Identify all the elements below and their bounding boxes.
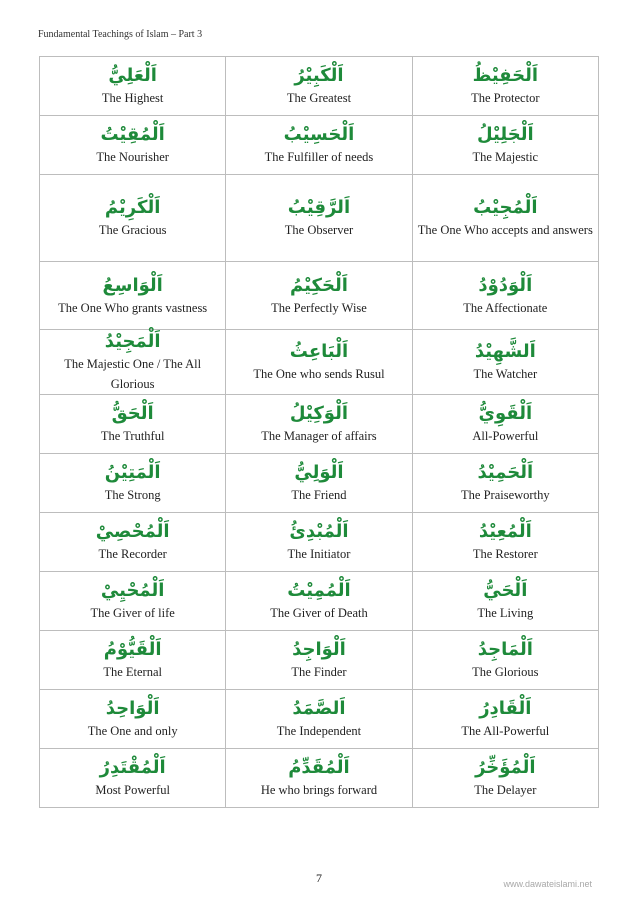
page-number: 7: [316, 871, 322, 885]
arabic-name: اَلْعَلِيُّ: [108, 65, 157, 86]
english-meaning: All-Powerful: [472, 429, 539, 443]
arabic-name: اَلْمَاجِدُ: [477, 639, 533, 660]
arabic-name: اَلْجَلِيْلُ: [476, 124, 534, 145]
english-meaning: The Truthful: [100, 429, 165, 443]
name-cell: [412, 57, 598, 116]
arabic-name: اَلشَّهِيْدُ: [474, 341, 536, 362]
table-row: [40, 513, 599, 572]
arabic-name: اَلْمُحْصِيْ: [95, 521, 170, 542]
english-meaning: The One Who grants vastness: [58, 300, 208, 315]
table-row: [40, 262, 599, 330]
english-meaning: The Restorer: [472, 547, 538, 561]
name-cell: [412, 690, 598, 749]
name-cell: [40, 175, 226, 262]
name-cell: [226, 749, 412, 808]
table-row: [40, 690, 599, 749]
english-meaning: The Observer: [284, 223, 354, 237]
name-cell: [226, 513, 412, 572]
name-cell: [40, 57, 226, 116]
english-meaning: The Watcher: [473, 367, 538, 381]
name-cell: [226, 631, 412, 690]
arabic-name: اَلْمُقَدِّمُ: [288, 757, 350, 778]
name-cell: [40, 572, 226, 631]
arabic-name: اَلْوَكِيْلُ: [289, 403, 349, 424]
name-cell: [40, 749, 226, 808]
arabic-name: اَلْقَوِيُّ: [478, 403, 533, 424]
arabic-name: اَلْمُقِيْتُ: [100, 124, 165, 145]
name-cell: [412, 330, 598, 395]
english-meaning: The Fulfiller of needs: [264, 150, 374, 164]
arabic-name: اَلْمَجِيْدُ: [104, 331, 161, 352]
english-meaning: The Giver of life: [90, 606, 175, 620]
english-meaning: The Praiseworthy: [461, 488, 550, 502]
english-meaning: The Recorder: [98, 547, 167, 561]
arabic-name: اَلْمُعِيْدُ: [478, 521, 532, 542]
name-cell: [226, 395, 412, 454]
english-meaning: The Independent: [276, 724, 362, 738]
arabic-name: اَلْوَاجِدُ: [292, 639, 346, 660]
arabic-name: اَلْمُؤَخِّرُ: [475, 757, 536, 778]
english-meaning: The Eternal: [103, 665, 162, 679]
arabic-name: اَلرَّقِيْبُ: [287, 197, 351, 218]
table-row: [40, 395, 599, 454]
name-cell: [40, 513, 226, 572]
name-cell: [40, 116, 226, 175]
arabic-name: اَلْمَتِيْنُ: [104, 462, 161, 483]
names-table: [39, 56, 599, 808]
arabic-name: اَلْكَبِيْرُ: [294, 65, 344, 86]
page-header: Fundamental Teachings of Islam – Part 3: [38, 29, 203, 40]
arabic-name: اَلْمُجِيْبُ: [473, 197, 538, 218]
arabic-name: اَلصَّمَدُ: [292, 698, 346, 719]
english-meaning: The Affectionate: [463, 300, 548, 315]
name-cell: [412, 631, 598, 690]
arabic-name: اَلْحَيُّ: [483, 580, 528, 601]
name-cell: [226, 454, 412, 513]
table-row: [40, 57, 599, 116]
table-row: [40, 572, 599, 631]
english-meaning: The Delayer: [474, 783, 537, 797]
english-meaning: The One Who accepts and answers: [417, 223, 593, 237]
arabic-name: اَلْوَدُوْدُ: [478, 274, 533, 296]
arabic-name: اَلْبَاعِثُ: [289, 341, 349, 362]
name-cell: [226, 572, 412, 631]
english-meaning: Most Powerful: [95, 783, 170, 797]
table-row: [40, 749, 599, 808]
arabic-name: اَلْمُمِيْتُ: [287, 580, 351, 601]
english-meaning: The Greatest: [286, 91, 352, 105]
english-meaning: The Majestic One / The All Glorious: [64, 357, 202, 391]
name-cell: [40, 454, 226, 513]
name-cell: [226, 262, 412, 330]
name-cell: [40, 330, 226, 395]
name-cell: [226, 57, 412, 116]
table-row: [40, 454, 599, 513]
english-meaning: The One and only: [87, 724, 178, 738]
english-meaning: The Giver of Death: [270, 606, 368, 620]
name-cell: [226, 690, 412, 749]
name-cell: [40, 631, 226, 690]
name-cell: [412, 749, 598, 808]
arabic-name: اَلْوَاسِعُ: [102, 274, 163, 296]
english-meaning: The Friend: [291, 488, 347, 502]
english-meaning: The Majestic: [472, 150, 539, 164]
name-cell: [412, 513, 598, 572]
arabic-name: اَلْحَفِيْظُ: [472, 65, 539, 86]
english-meaning: The Highest: [101, 91, 164, 105]
english-meaning: The Gracious: [98, 223, 167, 237]
arabic-name: اَلْوَاحِدُ: [105, 698, 160, 719]
english-meaning: The Initiator: [287, 547, 351, 561]
arabic-name: اَلْوَلِيُّ: [294, 462, 344, 483]
name-cell: [412, 116, 598, 175]
table-row: [40, 116, 599, 175]
english-meaning: The Perfectly Wise: [271, 300, 367, 315]
name-cell: [226, 116, 412, 175]
website-url: www.dawateislami.net: [503, 879, 592, 889]
table-row: [40, 330, 599, 395]
arabic-name: اَلْقَيُّوْمُ: [103, 639, 162, 660]
table-row: [40, 175, 599, 262]
arabic-name: اَلْمُقْتَدِرُ: [99, 757, 166, 778]
name-cell: [412, 454, 598, 513]
english-meaning: The Glorious: [472, 665, 539, 679]
english-meaning: He who brings forward: [260, 783, 378, 797]
arabic-name: اَلْمُحْيِيْ: [100, 580, 165, 601]
name-cell: [40, 690, 226, 749]
arabic-name: اَلْحَمِيْدُ: [477, 462, 534, 483]
arabic-name: اَلْحَسِيْبُ: [283, 124, 355, 145]
english-meaning: The Protector: [471, 91, 540, 105]
arabic-name: اَلْكَرِيْمُ: [104, 197, 161, 218]
english-meaning: The Living: [477, 606, 534, 620]
english-meaning: The Manager of affairs: [261, 429, 377, 443]
english-meaning: The Nourisher: [96, 150, 169, 164]
table-row: [40, 631, 599, 690]
arabic-name: اَلْمُبْدِئُ: [289, 521, 349, 542]
name-cell: [412, 262, 598, 330]
name-cell: [412, 395, 598, 454]
name-cell: [40, 262, 226, 330]
english-meaning: The Finder: [291, 665, 347, 679]
english-meaning: The Strong: [104, 488, 161, 502]
arabic-name: اَلْحَكِيْمُ: [290, 274, 348, 296]
name-cell: [40, 395, 226, 454]
english-meaning: The All-Powerful: [461, 724, 550, 738]
name-cell: [226, 175, 412, 262]
arabic-name: اَلْحَقُّ: [111, 403, 154, 424]
arabic-name: اَلْقَادِرُ: [479, 698, 532, 719]
name-cell: [412, 175, 598, 262]
name-cell: [226, 330, 412, 395]
name-cell: [412, 572, 598, 631]
english-meaning: The One who sends Rusul: [253, 367, 385, 381]
